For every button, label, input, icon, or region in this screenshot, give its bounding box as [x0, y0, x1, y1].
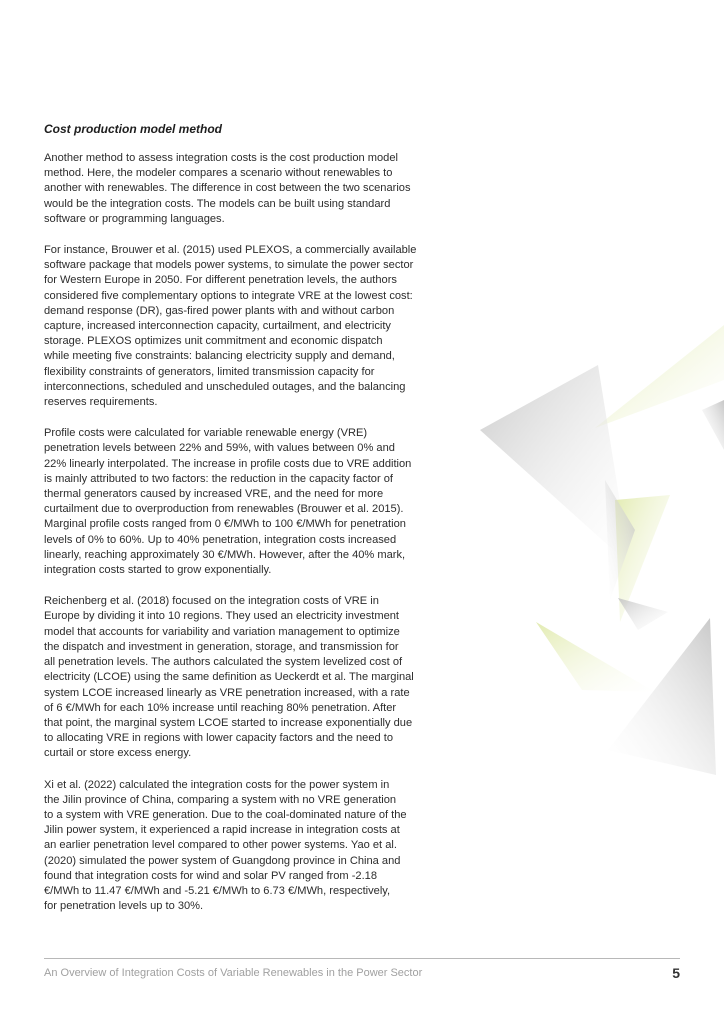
- gray-triangle-lower: [608, 618, 716, 775]
- footer-divider: [44, 958, 680, 959]
- gray-shard-right: [702, 400, 724, 450]
- main-content: [44, 122, 456, 930]
- paragraph-4: Reichenberg et al. (2018) focused on the integration costs of VRE in Europe by dividing it into 10 regions. They used an electricity investment model that accounts for variability and variation management to optimize the dispatch and investment in generation, storage, and transmission for all penetration levels. The authors calculated the system levelized cost of electricity (LCOE) using the same definition as Ueckerdt et al. The marginal system LCOE increased linearly as VRE penetration increased, with a rate of 6 €/MWh for each 10% increase until reaching 80% penetration. After that point, the marginal system LCOE started to increase exponentially due to allocating VRE in regions with lower capacity factors and the need to curtail or store excess energy.: [44, 595, 414, 760]
- green-triangle-lower: [536, 622, 655, 692]
- page-number: 5: [672, 965, 680, 981]
- paragraph-2: For instance, Brouwer et al. (2015) used PLEXOS, a commercially available software package that models power systems, to simulate the power sector for Western Europe in 2050. For different penetration levels, the authors considered five complementary options to integrate VRE at the lowest cost: demand response (DR), gas-fired power plants with and without carbon capture, increased interconnection capacity, curtailment, and electricity storage. PLEXOS optimizes unit commitment and economic dispatch while meeting five constraints: balancing electricity supply and demand, flexibility constraints of generators, limited transmission capacity for interconnections, scheduled and unscheduled outages, and the balancing reserves requirements.: [44, 244, 417, 409]
- section-heading: Cost production model method: [44, 122, 222, 136]
- decorative-polygons: [470, 300, 724, 800]
- paragraph-3: Profile costs were calculated for variable renewable energy (VRE) penetration levels between 22% and 59%, with values between 0% and 22% linearly interpolated. The increase in profile costs due to VRE addition is mainly attributed to two factors: the reduction in the capacity factor of thermal generators caused by increased VRE, and the need for more curtailment due to overproduction from renewables (Brouwer et al. 2015). Marginal profile costs ranged from 0 €/MWh to 100 €/MWh for penetration levels of 0% to 60%. Up to 40% penetration, integration costs increased linearly, reaching approximately 30 €/MWh. However, after the 40% mark, integration costs started to grow exponentially.: [44, 427, 412, 577]
- paragraph-5: Xi et al. (2022) calculated the integration costs for the power system in the Jilin province of China, comparing a system with no VRE generation to a system with VRE generation. Due to the coal-dominated nature of the Jilin power system, it experienced a rapid increase in integration costs at an earlier penetration level compared to other power systems. Yao et al. (2020) simulated the power system of Guangdong province in China and found that integration costs for wind and solar PV ranged from -2.18 €/MWh to 11.47 €/MWh and -5.21 €/MWh to 6.73 €/MWh, respectively, for penetration levels up to 30%.: [44, 778, 407, 913]
- paragraph-1: Another method to assess integration costs is the cost production model method. Here, the modeler compares a scenario without renewables to another with renewables. The difference in cost between the two scenarios would be the integration costs. The models can be built using standard software or programming languages.: [44, 152, 411, 225]
- footer-title: An Overview of Integration Costs of Variable Renewables in the Power Sector: [44, 967, 423, 979]
- gray-triangle-small: [618, 598, 668, 630]
